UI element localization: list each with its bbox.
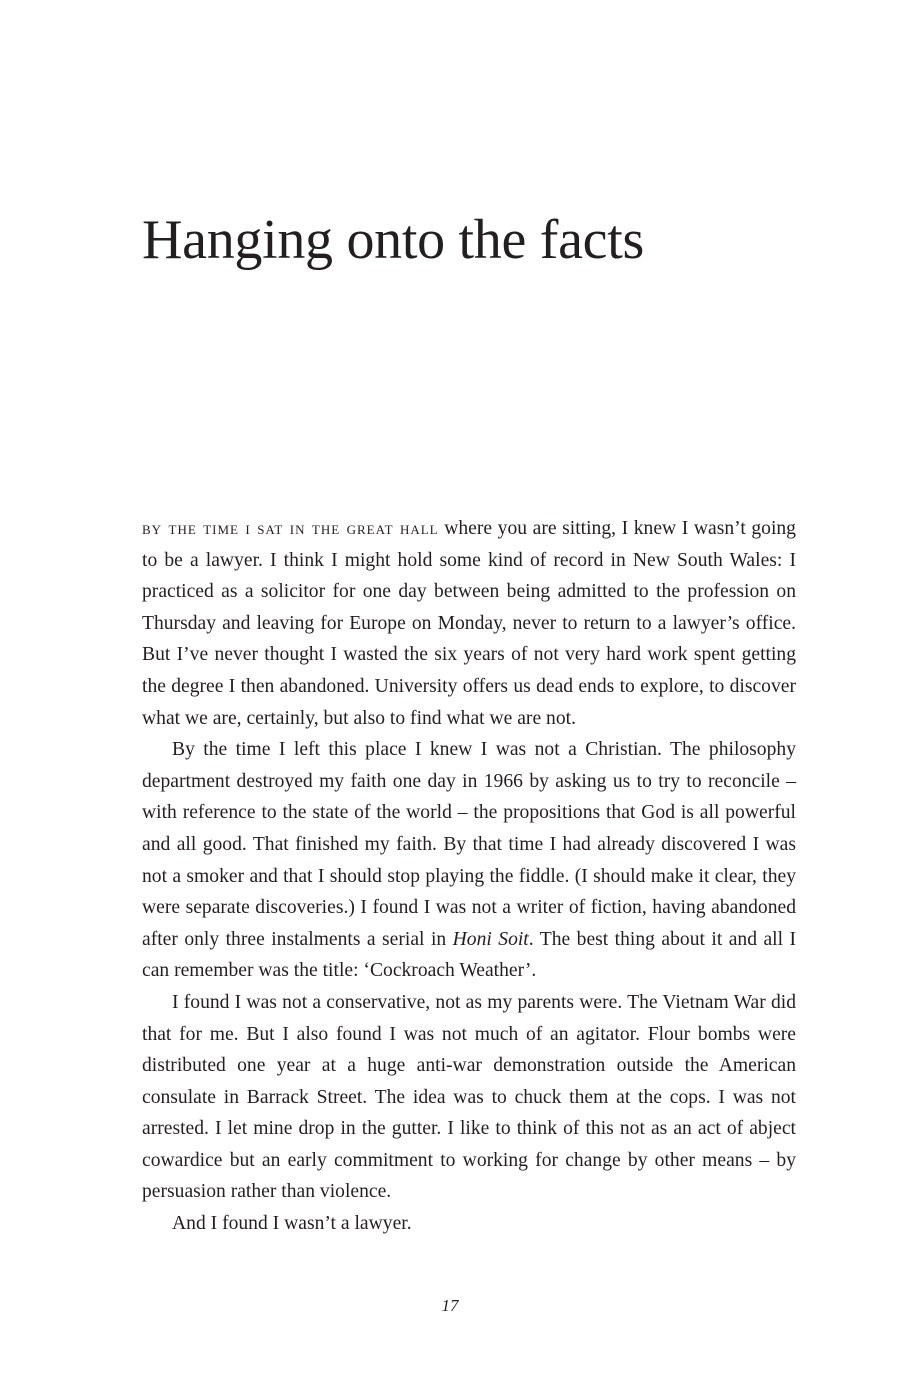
- publication-title: Honi Soit: [452, 928, 529, 950]
- body-text: [142, 513, 796, 1240]
- paragraph-1: [142, 513, 796, 734]
- paragraph-lead-in: by the time i sat in the great hall: [142, 518, 439, 539]
- page-number: 17: [441, 1296, 459, 1315]
- paragraph-2-text-before: By the time I left this place I knew I was not a Christian. The philosophy department destroyed my faith one day in 1966 by asking us to try to reconcile – with reference to the state of the world – the propositions that God is all powerful and all good. That finished my faith. By that time I had already discovered I was not a smoker and that I should stop playing the fiddle. (I should make it clear, they were separate discoveries.) I found I was not a writer of fiction, having abandoned after only three instalments a serial in: [142, 739, 796, 950]
- paragraph-2: [142, 734, 796, 987]
- paragraph-1-text: where you are sitting, I knew I wasn’t going to be a lawyer. I think I might hold some kind of record in New South Wales: I practiced as a solicitor for one day between being admitted to the profession on Thursday and leaving for Europe on Monday, never to return to a lawyer’s office. But I’ve never thought I wasted the six years of not very hard work spent getting the degree I then abandoned. University offers us dead ends to explore, to discover what we are, certainly, but also to find what we are not.: [142, 518, 796, 729]
- paragraph-2-text-after: . The best thing about it and all I can remember was the title: ‘Cockroach Weather’.: [142, 928, 797, 982]
- paragraph-4: And I found I wasn’t a lawyer.: [172, 1213, 412, 1235]
- paragraph-3: I found I was not a conservative, not as my parents were. The Vietnam War did that for me. But I also found I was not much of an agitator. Flour bombs were distributed one year at a huge anti-war demonstration outside the American consulate in Barrack Street. The idea was to chuck them at the cops. I was not arrested. I let mine drop in the gutter. I like to think of this not as an act of abject cowardice but an early commitment to working for change by other means – by persuasion rather than violence.: [142, 991, 796, 1203]
- chapter-title: Hanging onto the facts: [142, 209, 644, 271]
